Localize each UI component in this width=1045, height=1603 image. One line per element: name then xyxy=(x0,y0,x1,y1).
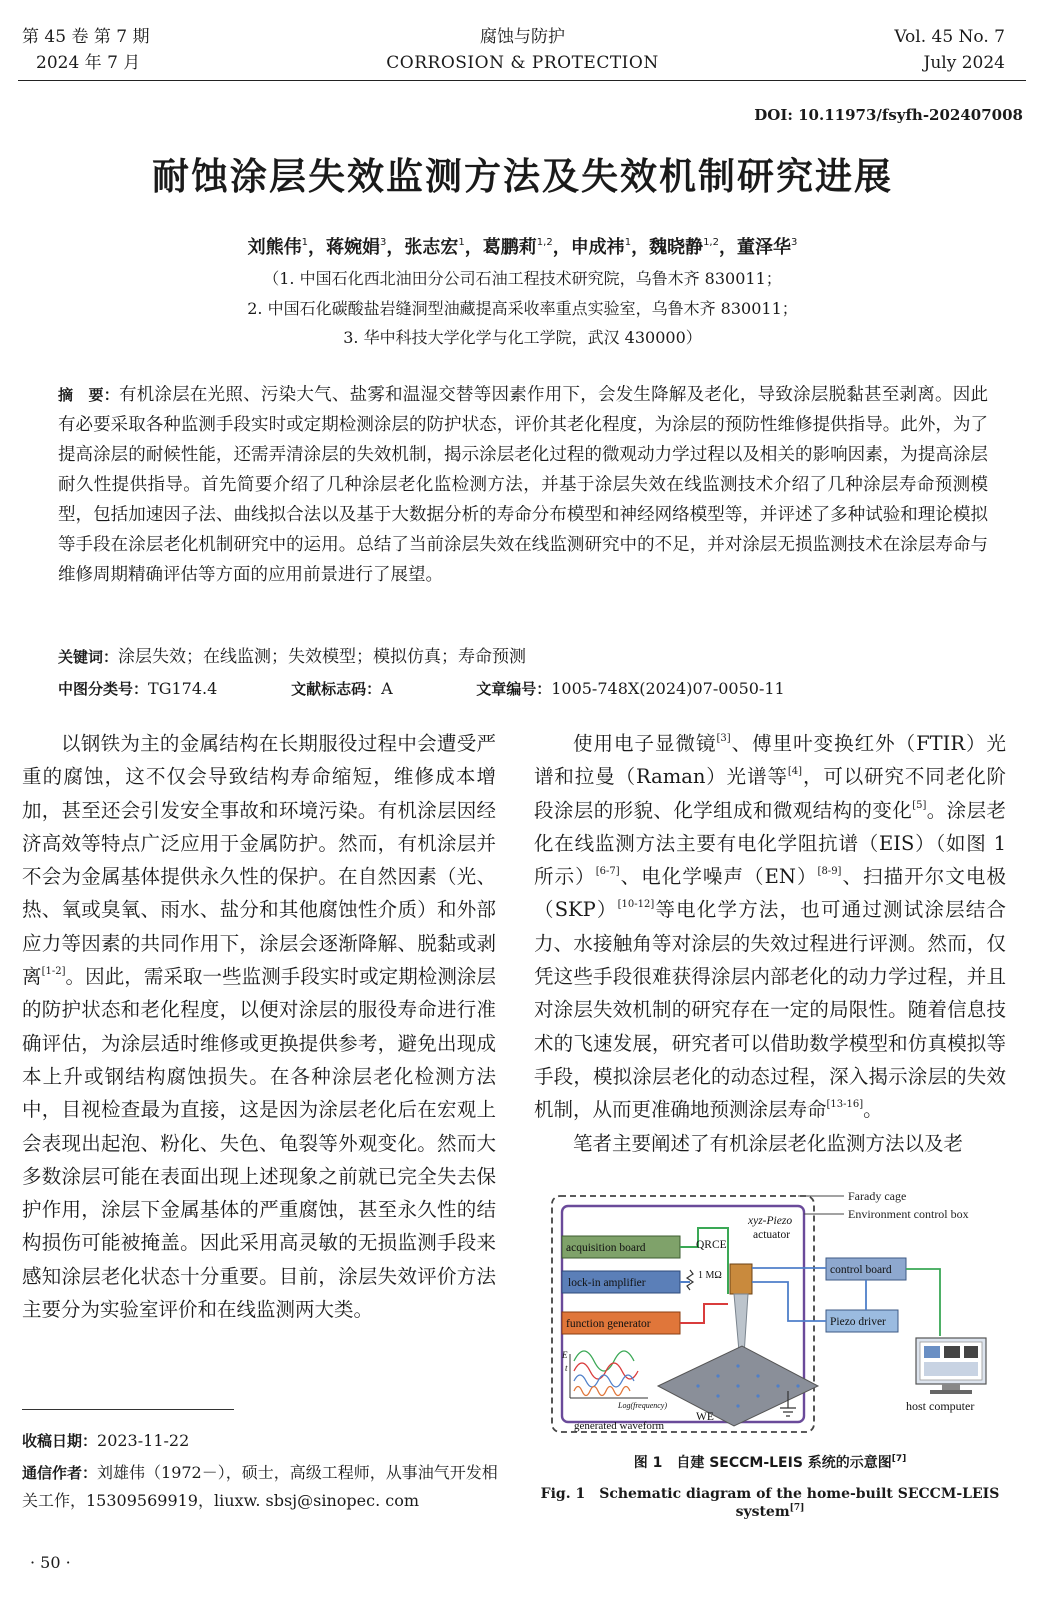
author-name: 刘熊伟 xyxy=(247,237,302,258)
body-text: 。因此，需采取一些监测手段实时或定期检测涂层的防护状态和老化程度，以便对涂层的服役寿命进行准确评估，为涂层适时维修或更换提供参考，避免出现成本上升或钢结构腐蚀损失。在各种涂层老化检测方法中，目视检查最为直接，这是因为涂层老化后在宏观上会表现出起泡、粉化、失色、龟裂等外观变化。然而大多数涂层可能在表面出现上述现象之前就已完全失去保护作用，涂层下金属基体的严重腐蚀，甚至永久性的结构损伤可能被掩盖。因此采用高灵敏的无损监测手段来感知涂层老化状态十分重要。目前，涂层失效评价方法主要分为实验室评价和在线监测两大类。 xyxy=(22,965,496,1322)
classification-meta xyxy=(58,676,988,702)
resistor-symbol xyxy=(687,1270,693,1290)
journal-name xyxy=(0,24,1045,76)
doc-code-value: A xyxy=(381,679,393,698)
citation[interactable]: [3] xyxy=(716,733,731,744)
citation[interactable]: [5] xyxy=(912,799,927,811)
resistor-label: 1 MΩ xyxy=(698,1270,722,1281)
article-no-value: 1005-748X(2024)07-0050-11 xyxy=(551,679,785,698)
affiliation-2: 2. 中国石化碳酸盐岩缝洞型油藏提高采收率重点实验室，乌鲁木齐 830011； xyxy=(247,299,798,318)
issue-date-en: July 2024 xyxy=(923,53,1005,73)
body-text: 、电化学噪声（EN） xyxy=(619,865,818,889)
author-affil-sup: 3 xyxy=(380,237,387,248)
figure-caption-en xyxy=(520,1483,1020,1520)
body-paragraph xyxy=(534,727,1006,1127)
function-generator-label: function generator xyxy=(566,1318,651,1330)
article-no-label: 文章编号： xyxy=(476,680,552,698)
body-text: 、傅里叶变换红外（FTIR）光谱和拉曼（Raman）光谱等 xyxy=(534,732,1006,789)
keywords-text: 涂层失效；在线监测；失效模型；模拟仿真；寿命预测 xyxy=(118,647,527,667)
author-name: 蒋婉娟 xyxy=(326,237,381,258)
wire-driver xyxy=(752,1282,826,1321)
affiliation-3: 3. 华中科技大学化学与化工学院，武汉 430000） xyxy=(343,328,702,347)
author-affil-sup: 1 xyxy=(624,237,632,248)
host-computer-icon xyxy=(916,1338,986,1394)
page-number: · 50 · xyxy=(30,1553,71,1572)
journal-name-en: CORROSION & PROTECTION xyxy=(386,53,659,73)
author-note-value: 刘雄伟（1972－），硕士，高级工程师，从事油气开发相关工作，15309569919，liuxw. sbsj@sinopec. com xyxy=(22,1463,498,1510)
log-frequency-label: Log(frequency) xyxy=(618,1401,668,1410)
footnote-rule xyxy=(22,1409,234,1410)
body-text: 。 xyxy=(863,1098,883,1122)
body-paragraph: 笔者主要阐述了有机涂层老化监测方法以及老 xyxy=(573,1131,964,1155)
issue-date: 2024 年 7 月 xyxy=(36,53,141,73)
citation[interactable]: [8-9] xyxy=(817,866,842,878)
caption-en-text: Fig. 1 Schematic diagram of the home-built SECCM-LEIS system xyxy=(540,1486,1000,1520)
doc-code-label: 文献标志码： xyxy=(291,680,382,698)
author-note-label: 通信作者： xyxy=(22,1464,98,1482)
author-affil-sup: 1,2 xyxy=(703,237,719,248)
faraday-cage-label: Farady cage xyxy=(848,1189,907,1203)
figure-1-schematic xyxy=(548,1186,1008,1448)
received-value: 2023-11-22 xyxy=(97,1431,190,1450)
acquisition-board-label: acquisition board xyxy=(566,1242,646,1254)
wire-red xyxy=(680,1304,728,1323)
body-text: 、扫描开尔文电极（SKP） xyxy=(534,865,1006,922)
author-name: 张志宏 xyxy=(404,237,459,258)
volume-issue-en: Vol. 45 No. 7 xyxy=(894,27,1005,47)
abstract-label: 摘 要： xyxy=(58,386,119,404)
author-affil-sup: 1 xyxy=(301,237,309,248)
piezo-label-2: actuator xyxy=(753,1229,791,1241)
t-axis-label: t xyxy=(565,1363,568,1373)
body-text: 等电化学方法，也可通过测试涂层结合力、水接触角等对涂层的失效过程进行评测。然而，仅凭这些手段很难获得涂层内部老化的动力学过程，并且对涂层失效机制的研究存在一定的局限性。随着信息技术的飞速发展，研究者可以借助数学模型和仿真模拟等手段，模拟涂层老化的动态过程，深入揭示涂层的失效机制，从而更准确地预测涂层寿命 xyxy=(534,898,1006,1122)
abstract-text: 有机涂层在光照、污染大气、盐雾和温湿交替等因素作用下，会发生降解及老化，导致涂层脱黏甚至剥离。因此有必要采取各种监测手段实时或定期检测涂层的防护状态，评价其老化程度，为涂层的预防性维修提供指导。此外，为了提高涂层的耐候性能，还需弄清涂层的失效机制，揭示涂层老化过程的微观动力学过程以及相关的影响因素，为提高涂层耐久性提供指导。首先简要介绍了几种涂层老化监检测方法，并基于涂层失效在线监测技术介绍了几种涂层寿命预测模型，包括加速因子法、曲线拟合法以及基于大数据分析的寿命分布模型和神经网络模型等，并评述了多种试验和理论模拟等手段在涂层老化机制研究中的运用。总结了当前涂层失效在线监测研究中的不足，并对涂层无损监测技术在涂层寿命与维修周期精确评估等方面的应用前景进行了展望。 xyxy=(58,385,988,585)
clc-value: TG174.4 xyxy=(148,679,218,698)
citation[interactable]: [13-16] xyxy=(826,1099,864,1111)
citation[interactable]: [10-12] xyxy=(617,899,655,911)
body-text: 以钢铁为主的金属结构在长期服役过程中会遭受严重的腐蚀，这不仅会导致结构寿命缩短，维修成本增加，甚至还会引发安全事故和环境污染。有机涂层因经济高效等特点广泛应用于金属防护。然而，有机涂层并不会为金属基体提供永久性的保护。在自然因素（光、热、氧或臭氧、雨水、盐分和其他腐蚀性介质）和外部应力等因素的共同作用下，涂层会逐渐降解、脱黏或剥离 xyxy=(22,732,496,989)
we-label: WE xyxy=(696,1411,714,1423)
journal-issue-en xyxy=(894,24,1005,76)
journal-name-cn: 腐蚀与防护 xyxy=(480,27,565,47)
author-affil-sup: 1,2 xyxy=(536,237,553,248)
author-name: 葛鹏莉 xyxy=(482,237,537,258)
host-computer-label: host computer xyxy=(906,1399,975,1413)
e-axis-label: E xyxy=(562,1350,568,1360)
abstract xyxy=(58,380,988,590)
citation[interactable]: [4] xyxy=(787,766,803,778)
lock-in-amplifier-label: lock-in amplifier xyxy=(568,1277,646,1289)
paper-title: 耐蚀涂层失效监测方法及失效机制研究进展 xyxy=(152,155,893,198)
figure-caption-cn xyxy=(534,1452,1006,1472)
keywords-label: 关键词： xyxy=(58,648,119,666)
body-text: ，可以研究不同老化阶段涂层的形貌、化学组成和微观结构的变化 xyxy=(534,765,1006,822)
corresponding-author xyxy=(22,1459,502,1515)
author-list: 刘熊伟$^1$，蒋婉娟$^3$，张志宏$^1$，葛鹏莉$^{1,2}$，申成祎$^1$，魏晓静$^{1,2}$，董泽华$^3$ xyxy=(247,237,798,258)
received-label: 收稿日期： xyxy=(22,1432,98,1450)
citation[interactable]: [1-2] xyxy=(41,966,66,978)
caption-citation[interactable]: [7] xyxy=(789,1503,805,1513)
clc-label: 中图分类号： xyxy=(58,680,149,698)
qrce-label: QRCE xyxy=(696,1239,727,1251)
citation[interactable]: [6-7] xyxy=(595,866,620,878)
header-rule xyxy=(18,80,1026,81)
environment-box-label: Environment control box xyxy=(848,1207,969,1221)
control-board-label: control board xyxy=(830,1264,892,1276)
waveform-inset xyxy=(570,1351,648,1398)
wire-control-host xyxy=(906,1269,940,1336)
wire-green xyxy=(680,1228,728,1294)
piezo-label-1: xyz-Piezo xyxy=(748,1215,793,1227)
piezo-actuator xyxy=(730,1264,752,1294)
author-affil-sup: 3 xyxy=(790,237,798,248)
body-paragraph xyxy=(22,727,496,1326)
volume-issue: 第 45 卷 第 7 期 xyxy=(22,27,150,47)
caption-cn-text: 图 1 自建 SECCM-LEIS 系统的示意图 xyxy=(633,1455,892,1471)
received-date xyxy=(22,1427,502,1455)
generated-waveform-label: generated waveform xyxy=(574,1420,665,1432)
keywords xyxy=(58,643,988,671)
affiliation-1: （1. 中国石化西北油田分公司石油工程技术研究院，乌鲁木齐 830011； xyxy=(263,269,782,288)
piezo-driver-label: Piezo driver xyxy=(830,1316,886,1328)
author-affil-sup: 1 xyxy=(458,237,465,248)
body-left-column xyxy=(22,727,496,1326)
author-name: 董泽华 xyxy=(736,237,791,258)
doi[interactable]: DOI: 10.11973/fsyfh-202407008 xyxy=(754,106,1023,124)
author-name: 魏晓静 xyxy=(649,237,704,258)
author-name: 申成祎 xyxy=(570,237,625,258)
body-text: 使用电子显微镜 xyxy=(573,732,717,755)
body-text: 。涂层老化在线监测方法主要有电化学阻抗谱（EIS）（如图 1 所示） xyxy=(534,798,1006,889)
caption-citation[interactable]: [7] xyxy=(891,1454,907,1464)
body-right-column xyxy=(534,727,1006,1160)
